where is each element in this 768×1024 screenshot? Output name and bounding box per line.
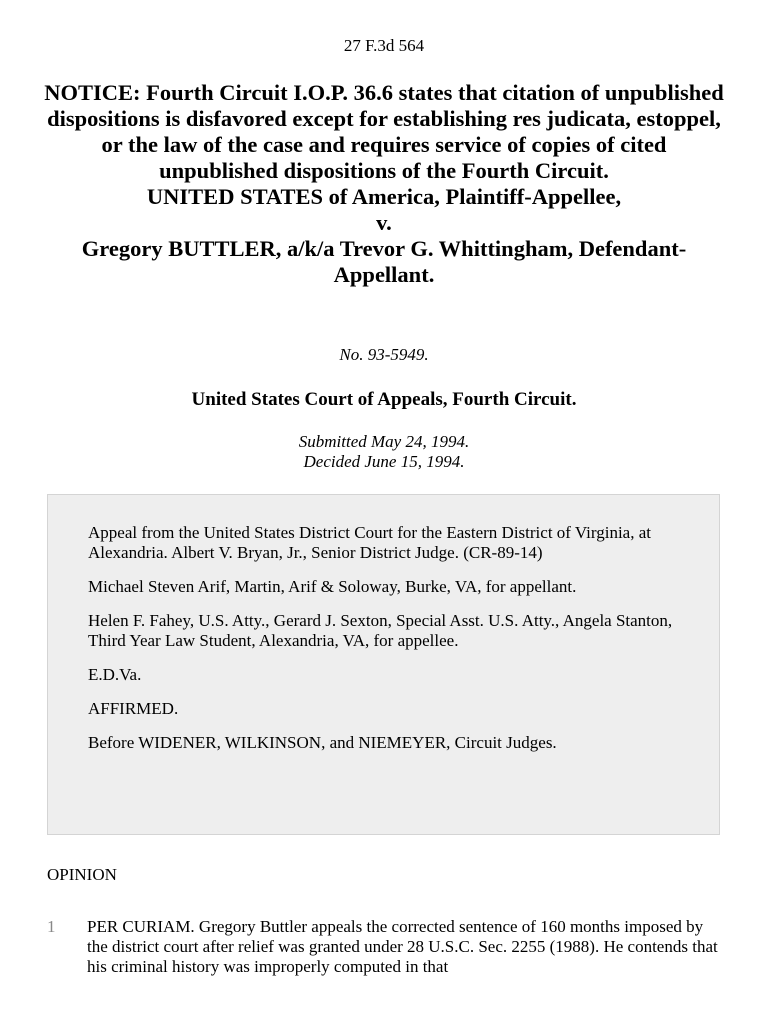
case-info-box [47, 494, 720, 835]
citation: 27 F.3d 564 [343, 36, 425, 55]
paragraph-text: PER CURIAM. Gregory Buttler appeals the corrected sentence of 160 months imposed by the district court after relief was granted under 28 U.S.C. Sec. 2255 (1988). He contends that his criminal history was improperly computed in that [87, 917, 718, 976]
opinion-paragraph [47, 917, 727, 977]
lower-court: E.D.Va. [88, 665, 142, 684]
plaintiff-line: UNITED STATES of America, Plaintiff-Appellee, [146, 184, 622, 209]
decided-date: Decided June 15, 1994. [303, 452, 465, 471]
submitted-date: Submitted May 24, 1994. [298, 432, 470, 451]
docket-number: No. 93-5949. [339, 345, 429, 364]
appeal-origin: Appeal from the United States District Court for the Eastern District of Virginia, at Alexandria. Albert V. Bryan, Jr., Senior District Judge. (CR-89-14) [88, 523, 652, 562]
case-title [40, 80, 728, 288]
appellant-counsel: Michael Steven Arif, Martin, Arif & Soloway, Burke, VA, for appellant. [88, 577, 577, 596]
appellee-counsel: Helen F. Fahey, U.S. Atty., Gerard J. Sexton, Special Asst. U.S. Atty., Angela Stanton, Third Year Law Student, Alexandria, VA, for appellee. [88, 611, 673, 650]
panel-judges: Before WIDENER, WILKINSON, and NIEMEYER, Circuit Judges. [88, 733, 557, 752]
opinion-heading: OPINION [47, 865, 117, 884]
defendant-line: Gregory BUTTLER, a/k/a Trevor G. Whittingham, Defendant-Appellant. [81, 236, 687, 287]
court-name: United States Court of Appeals, Fourth Circuit. [191, 389, 577, 410]
notice-text: NOTICE: Fourth Circuit I.O.P. 36.6 states that citation of unpublished dispositions is disfavored except for establishing res judicata, estoppel, or the law of the case and requires service of copies of cited unpublished dispositions of the Fourth Circuit. [44, 80, 724, 183]
paragraph-number: 1 [47, 917, 56, 936]
versus-line: v. [376, 210, 392, 235]
disposition: AFFIRMED. [88, 699, 179, 718]
case-dates [0, 432, 768, 472]
